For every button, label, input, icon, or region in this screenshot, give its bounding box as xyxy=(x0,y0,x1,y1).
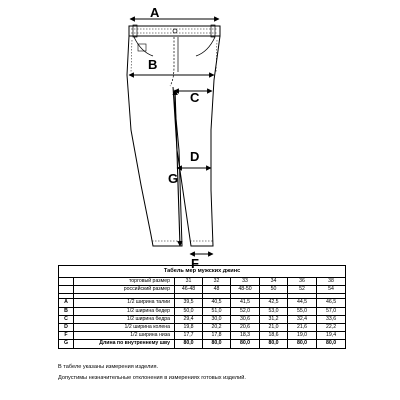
table-cell: 19,0 xyxy=(288,332,317,340)
table-cell: 55,0 xyxy=(288,307,317,315)
label-b: B xyxy=(148,57,158,72)
row-name: 1/2 ширина колена xyxy=(74,323,175,331)
table-row xyxy=(59,299,346,307)
table-cell: 51,0 xyxy=(203,307,231,315)
table-cell: 33,6 xyxy=(317,315,346,323)
trade-size-cell: 32 xyxy=(203,278,231,286)
table-cell: 20,6 xyxy=(231,323,260,331)
table-cell: 19,4 xyxy=(317,332,346,340)
table-cell: 80,0 xyxy=(203,340,231,348)
trade-size-cell: 33 xyxy=(231,278,260,286)
table-cell: 18,6 xyxy=(260,332,288,340)
table-cell: 50,0 xyxy=(175,307,203,315)
table-cell: 44,5 xyxy=(288,299,317,307)
row-code: C xyxy=(59,315,74,323)
label-a: A xyxy=(150,5,160,20)
russian-size-cell: 46-48 xyxy=(175,286,203,294)
table-cell: 80,0 xyxy=(317,340,346,348)
jeans-outline xyxy=(127,25,220,246)
trade-size-label: торговый размер xyxy=(74,278,175,286)
table-cell: 41,5 xyxy=(231,299,260,307)
table-cell: 29,4 xyxy=(175,315,203,323)
trade-size-cell: 31 xyxy=(175,278,203,286)
table-cell: 42,5 xyxy=(260,299,288,307)
row-name: 1/2 ширина бедер xyxy=(74,307,175,315)
table-row xyxy=(59,340,346,348)
row-name: 1/2 ширина талии xyxy=(74,299,175,307)
table-cell: 39,5 xyxy=(175,299,203,307)
table-cell: 57,0 xyxy=(317,307,346,315)
table-cell: 80,0 xyxy=(260,340,288,348)
table-cell: 17,8 xyxy=(203,332,231,340)
note-tolerance: Допустимы незначительные отклонения в измерениях готовых изделий. xyxy=(58,375,246,381)
table-cell: 52,0 xyxy=(231,307,260,315)
table-cell: 80,0 xyxy=(231,340,260,348)
table-cell: 31,2 xyxy=(260,315,288,323)
table-cell: 20,2 xyxy=(203,323,231,331)
table-cell: 53,0 xyxy=(260,307,288,315)
table-cell: 21,6 xyxy=(288,323,317,331)
table-row xyxy=(59,307,346,315)
table-row xyxy=(59,332,346,340)
table-cell: 22,2 xyxy=(317,323,346,331)
russian-size-cell: 50 xyxy=(260,286,288,294)
trade-size-cell: 38 xyxy=(317,278,346,286)
note-measurements: В табеле указаны измерения изделия. xyxy=(58,364,159,370)
russian-size-label: российский размер xyxy=(74,286,175,294)
row-code: A xyxy=(59,299,74,307)
russian-size-cell: 54 xyxy=(317,286,346,294)
row-code: F xyxy=(59,332,74,340)
size-table xyxy=(58,265,346,349)
row-code: D xyxy=(59,323,74,331)
row-name: Длина по внутреннему шву xyxy=(74,340,175,348)
russian-size-row xyxy=(59,286,346,294)
label-d: D xyxy=(190,149,200,164)
russian-size-cell: 48-50 xyxy=(231,286,260,294)
table-cell: 30,0 xyxy=(203,315,231,323)
table-cell: 32,4 xyxy=(288,315,317,323)
russian-size-cell: 52 xyxy=(288,286,317,294)
table-cell: 46,5 xyxy=(317,299,346,307)
row-code: G xyxy=(59,340,74,348)
table-row xyxy=(59,323,346,331)
russian-size-cell: 48 xyxy=(203,286,231,294)
table-row xyxy=(59,315,346,323)
row-name: 1/2 ширина низа xyxy=(74,332,175,340)
table-cell: 17,7 xyxy=(175,332,203,340)
table-cell: 80,0 xyxy=(288,340,317,348)
table-cell: 30,6 xyxy=(231,315,260,323)
label-f: F xyxy=(191,256,199,271)
table-cell: 40,5 xyxy=(203,299,231,307)
table-title: Табель мер мужских джинс xyxy=(59,266,346,278)
row-code: B xyxy=(59,307,74,315)
table-cell: 19,8 xyxy=(175,323,203,331)
table-cell: 80,0 xyxy=(175,340,203,348)
table-cell: 21,0 xyxy=(260,323,288,331)
label-c: C xyxy=(190,90,200,105)
table-cell: 18,3 xyxy=(231,332,260,340)
trade-size-cell: 36 xyxy=(288,278,317,286)
trade-size-cell: 34 xyxy=(260,278,288,286)
row-name: 1/2 ширина бедра xyxy=(74,315,175,323)
trade-size-row xyxy=(59,278,346,286)
label-g: G xyxy=(168,171,179,186)
measurement-arrows xyxy=(129,19,219,254)
